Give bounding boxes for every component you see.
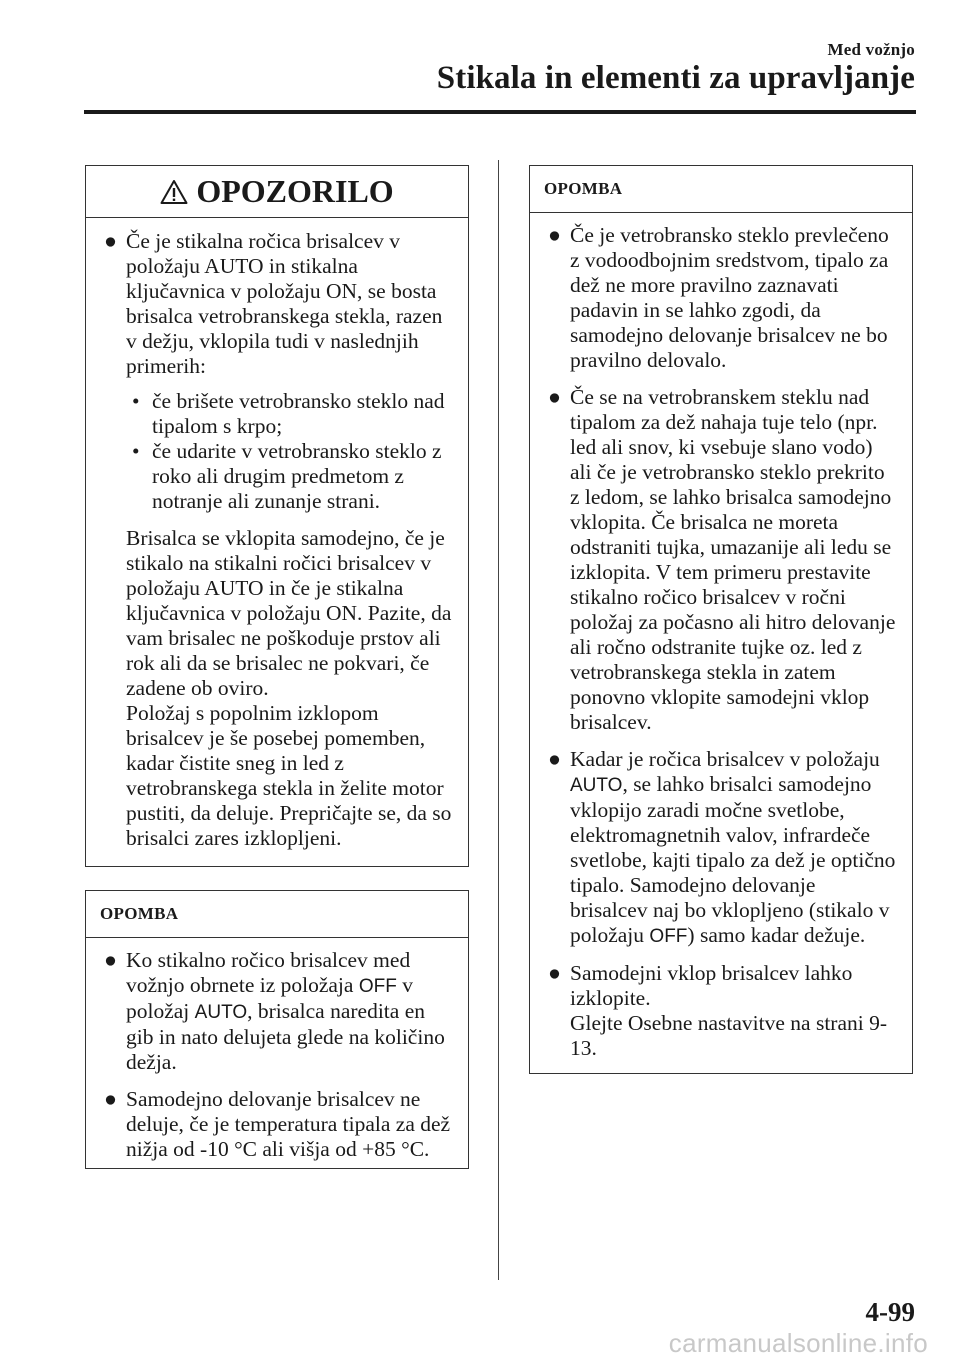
list-item: ● Kadar je ročica brisalcev v položaju AUTO, se lahko brisalci samodejno vklopijo zaradi močne svetlobe, elektromagnetnih valov, infrardeče svetlobe, kajti tipalo za dež je optično tipalo. Samodejno delovanje brisalcev naj bo vklopljeno (stikalo v položaju OFF) samo kadar dežuje. (544, 747, 898, 949)
note-body (530, 213, 912, 1071)
note-title: OPOMBA (544, 179, 623, 198)
warning-triangle-icon (160, 179, 188, 205)
warning-intro: Če je stikalna ročica brisalcev v položaju AUTO in stikalna ključavnica v položaju ON, se bosta brisalca vetrobranskega stekla, razen v dežju, vklopila tudi v naslednjih primerih: (126, 229, 443, 378)
watermark: carmanualsonline.info (668, 1328, 928, 1358)
bullet: ● (548, 747, 561, 771)
bullet: • (132, 439, 140, 463)
section-label: Med vožnjo (827, 40, 915, 59)
header-rule (84, 110, 916, 114)
list-item (100, 229, 454, 851)
list-item: ● Ko stikalno ročico brisalcev med vožnjo obrnete iz položaja OFF v položaj AUTO, brisalca naredita en gib in nato delujeta glede na količino dežja. (100, 948, 454, 1075)
off-label: OFF (358, 976, 397, 997)
off-label: OFF (649, 926, 688, 947)
note-box-right (529, 165, 913, 1074)
cross-reference: Glejte Osebne nastavitve na strani 9-13. (570, 1011, 888, 1060)
warning-title: OPOZORILO (196, 173, 394, 209)
auto-label: AUTO (570, 775, 623, 796)
bullet: ● (104, 229, 117, 253)
list-item: ● Če se na vetrobranskem steklu nad tipalom za dež nahaja tuje telo (npr. led ali snov, ki vsebuje slano vodo) ali če je vetrobransko steklo prekrito z ledom, se lahko brisalca samodejno vklopita. Če brisalca ne moreta odstraniti tujka, umazanije ali ledu se izklopita. V tem primeru prestavite stikalno ročico brisalcev v ročni položaj za počasno ali hitro delovanje ali ročno odstranite tujke oz. led z vetrobranskega stekla in zatem ponovno vklopite samodejni vklop brisalcev. (544, 385, 898, 735)
list-item (126, 389, 454, 439)
warning-sub-item: če brišete vetrobransko steklo nad tipalom s krpo; (152, 389, 445, 438)
note-header (86, 891, 468, 938)
warning-box (85, 165, 469, 867)
bullet: ● (104, 1087, 117, 1111)
note-header (530, 166, 912, 213)
warning-body (86, 218, 468, 861)
list-item: ● Samodejno delovanje brisalcev ne deluje, če je temperatura tipala za dež nižja od -10 °C ali višja od +85 °C. (100, 1087, 454, 1162)
bullet: ● (104, 948, 117, 972)
bullet: ● (548, 385, 561, 409)
note-box-left (85, 890, 469, 1169)
note-title: OPOMBA (100, 904, 179, 923)
list-item (126, 439, 454, 514)
column-divider (498, 160, 499, 1280)
section-title: Stikala in elementi za upravljanje (436, 60, 915, 96)
list-item: ● Če je vetrobransko steklo prevlečeno z vodoodbojnim sredstvom, tipalo za dež ne more pravilno zaznavati padavin in se lahko zgodi, da samodejno delovanje brisalcev ne bo pravilno delovalo. (544, 223, 898, 373)
warning-paragraph: Položaj s popolnim izklopom brisalcev je še posebej pomemben, kadar čistite sneg in led z vetrobranskega stekla in želite motor pustiti, da deluje. Prepričajte se, da so brisalci zares izklopljeni. (126, 701, 452, 850)
warning-sub-item: če udarite v vetrobransko steklo z roko ali drugim predmetom z notranje ali zunanje strani. (152, 439, 442, 513)
page-number: 4-99 (865, 1297, 915, 1327)
bullet: ● (548, 961, 561, 985)
auto-label: AUTO (194, 1002, 248, 1023)
note-body (86, 938, 468, 1172)
list-item: ● Samodejni vklop brisalcev lahko izklopite. Glejte Osebne nastavitve na strani 9-13. (544, 961, 898, 1061)
warning-sub-list (126, 389, 454, 514)
bullet: • (132, 389, 140, 413)
bullet: ● (548, 223, 561, 247)
warning-header (86, 166, 468, 218)
warning-paragraph: Brisalca se vklopita samodejno, če je stikalo na stikalni ročici brisalcev v položaju AUTO in če je stikalna ključavnica v položaju ON. Pazite, da vam brisalec ne poškoduje prstov ali rok ali da se brisalec ne pokvari, če zadene ob oviro. (126, 526, 452, 700)
